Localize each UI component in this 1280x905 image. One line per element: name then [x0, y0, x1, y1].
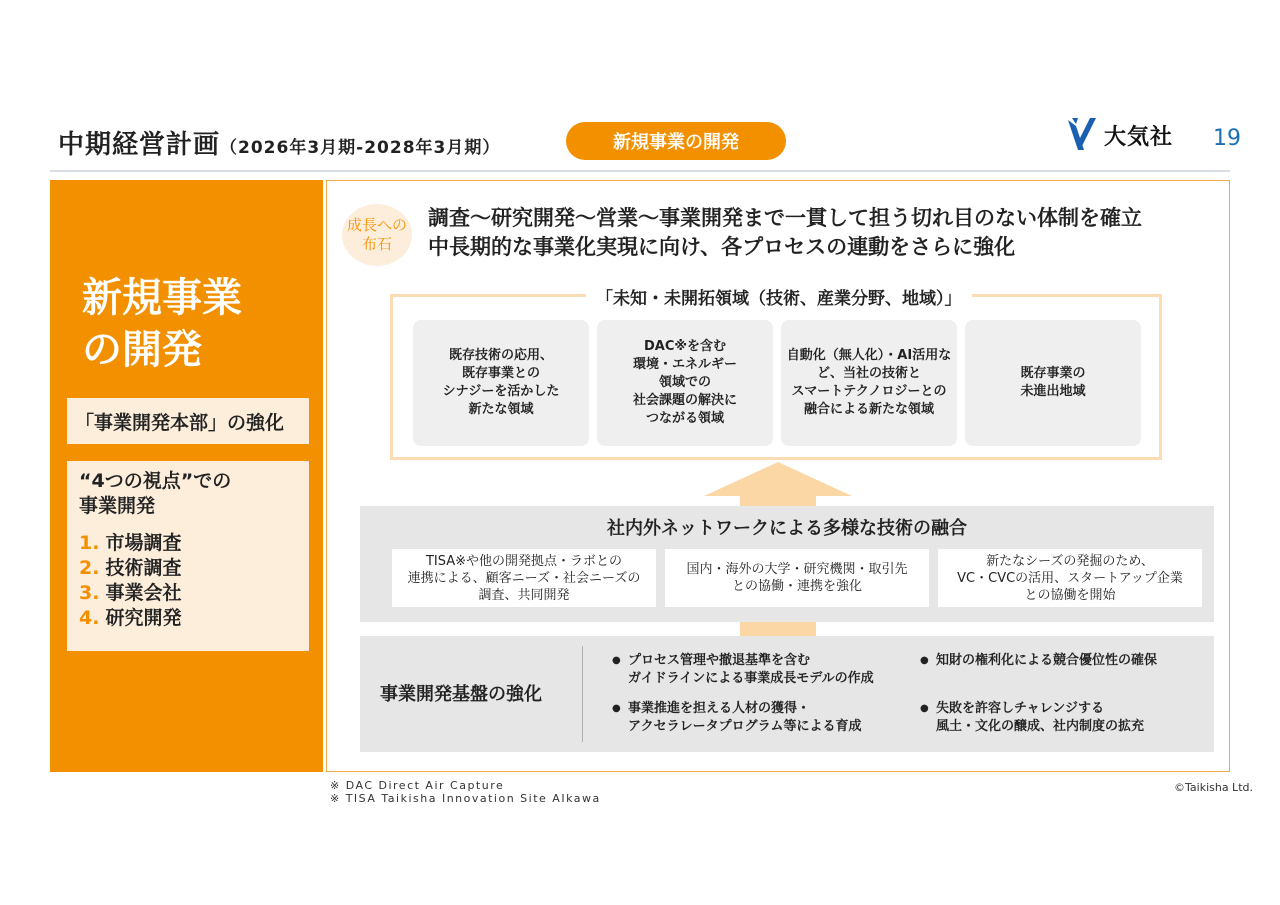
logo-mark-icon	[1066, 116, 1100, 154]
strengthen-dept-box: 「事業開発本部」の強化	[67, 398, 309, 444]
header-divider	[50, 170, 1230, 172]
foundation-divider	[582, 646, 583, 742]
network-card: 新たなシーズの発掘のため、 VC・CVCの活用、スタートアップ企業 との協働を開始	[938, 549, 1202, 607]
list-number: 4.	[79, 607, 100, 629]
headline-line2: 中長期的な事業化実現に向け、各プロセスの連動をさらに強化	[428, 235, 1016, 259]
network-card: 国内・海外の大学・研究機関・取引先 との協働・連携を強化	[665, 549, 929, 607]
list-label: 事業会社	[105, 582, 182, 604]
viewpoints-list	[79, 531, 309, 631]
list-label: 技術調査	[105, 557, 182, 579]
foundation-bullet: ● 事業推進を担える人材の獲得・ アクセラレータプログラム等による育成	[628, 700, 861, 736]
list-item	[79, 556, 309, 581]
main-headline	[428, 204, 1142, 262]
sidebar-heading	[82, 272, 242, 376]
list-number: 1.	[79, 532, 100, 554]
network-card: TISA※や他の開発拠点・ラボとの 連携による、顧客ニーズ・社会ニーズの 調査、共同開発	[392, 549, 656, 607]
list-item	[79, 531, 309, 556]
company-logo	[1066, 116, 1173, 154]
company-name: 大気社	[1104, 124, 1174, 150]
page-title-text: 中期経営計画	[58, 130, 221, 160]
footnotes: ※ DAC Direct Air Capture ※ TISA Taikisha Innovation Site AIkawa	[330, 779, 601, 805]
page-number: 19	[1213, 126, 1241, 151]
sidebar-heading-line1: 新規事業	[82, 275, 242, 321]
viewpoints-box	[67, 461, 309, 651]
unexplored-card: 既存事業の 未進出地域	[965, 320, 1141, 446]
sidebar-heading-line2: の開発	[82, 327, 202, 373]
list-number: 2.	[79, 557, 100, 579]
copyright: ©Taikisha Ltd.	[1174, 781, 1253, 794]
list-item	[79, 581, 309, 606]
page-title-period: （2026年3月期-2028年3月期）	[220, 138, 501, 158]
growth-badge: 成長への 布石	[342, 204, 412, 266]
list-label: 研究開発	[105, 607, 182, 629]
list-item	[79, 606, 309, 631]
page-title	[58, 124, 500, 161]
unexplored-title: 「未知・未開拓領域（技術、産業分野、地域）」	[586, 284, 972, 309]
foundation-bullet: ● プロセス管理や撤退基準を含む ガイドラインによる事業成長モデルの作成	[628, 652, 874, 688]
viewpoints-heading: “4つの視点”での 事業開発	[79, 470, 232, 517]
foundation-bullet: ● 失敗を許容しチャレンジする 風土・文化の醸成、社内制度の拡充	[936, 700, 1144, 736]
foundation-title: 事業開発基盤の強化	[380, 684, 542, 705]
list-number: 3.	[79, 582, 100, 604]
headline-line1: 調査～研究開発～営業～事業開発まで一貫して担う切れ目のない体制を確立	[428, 206, 1142, 230]
unexplored-card: 自動化（無人化）・AI活用な ど、当社の技術と スマートテクノロジーとの 融合による新たな領域	[781, 320, 957, 446]
network-title: 社内外ネットワークによる多様な技術の融合	[607, 518, 967, 539]
unexplored-card: 既存技術の応用、 既存事業との シナジーを活かした 新たな領域	[413, 320, 589, 446]
foundation-bullet: ● 知財の権利化による競合優位性の確保	[936, 652, 1157, 670]
section-pill: 新規事業の開発	[566, 122, 786, 160]
list-label: 市場調査	[105, 532, 182, 554]
unexplored-card: DAC※を含む 環境・エネルギー 領域での 社会課題の解決に つながる領域	[597, 320, 773, 446]
